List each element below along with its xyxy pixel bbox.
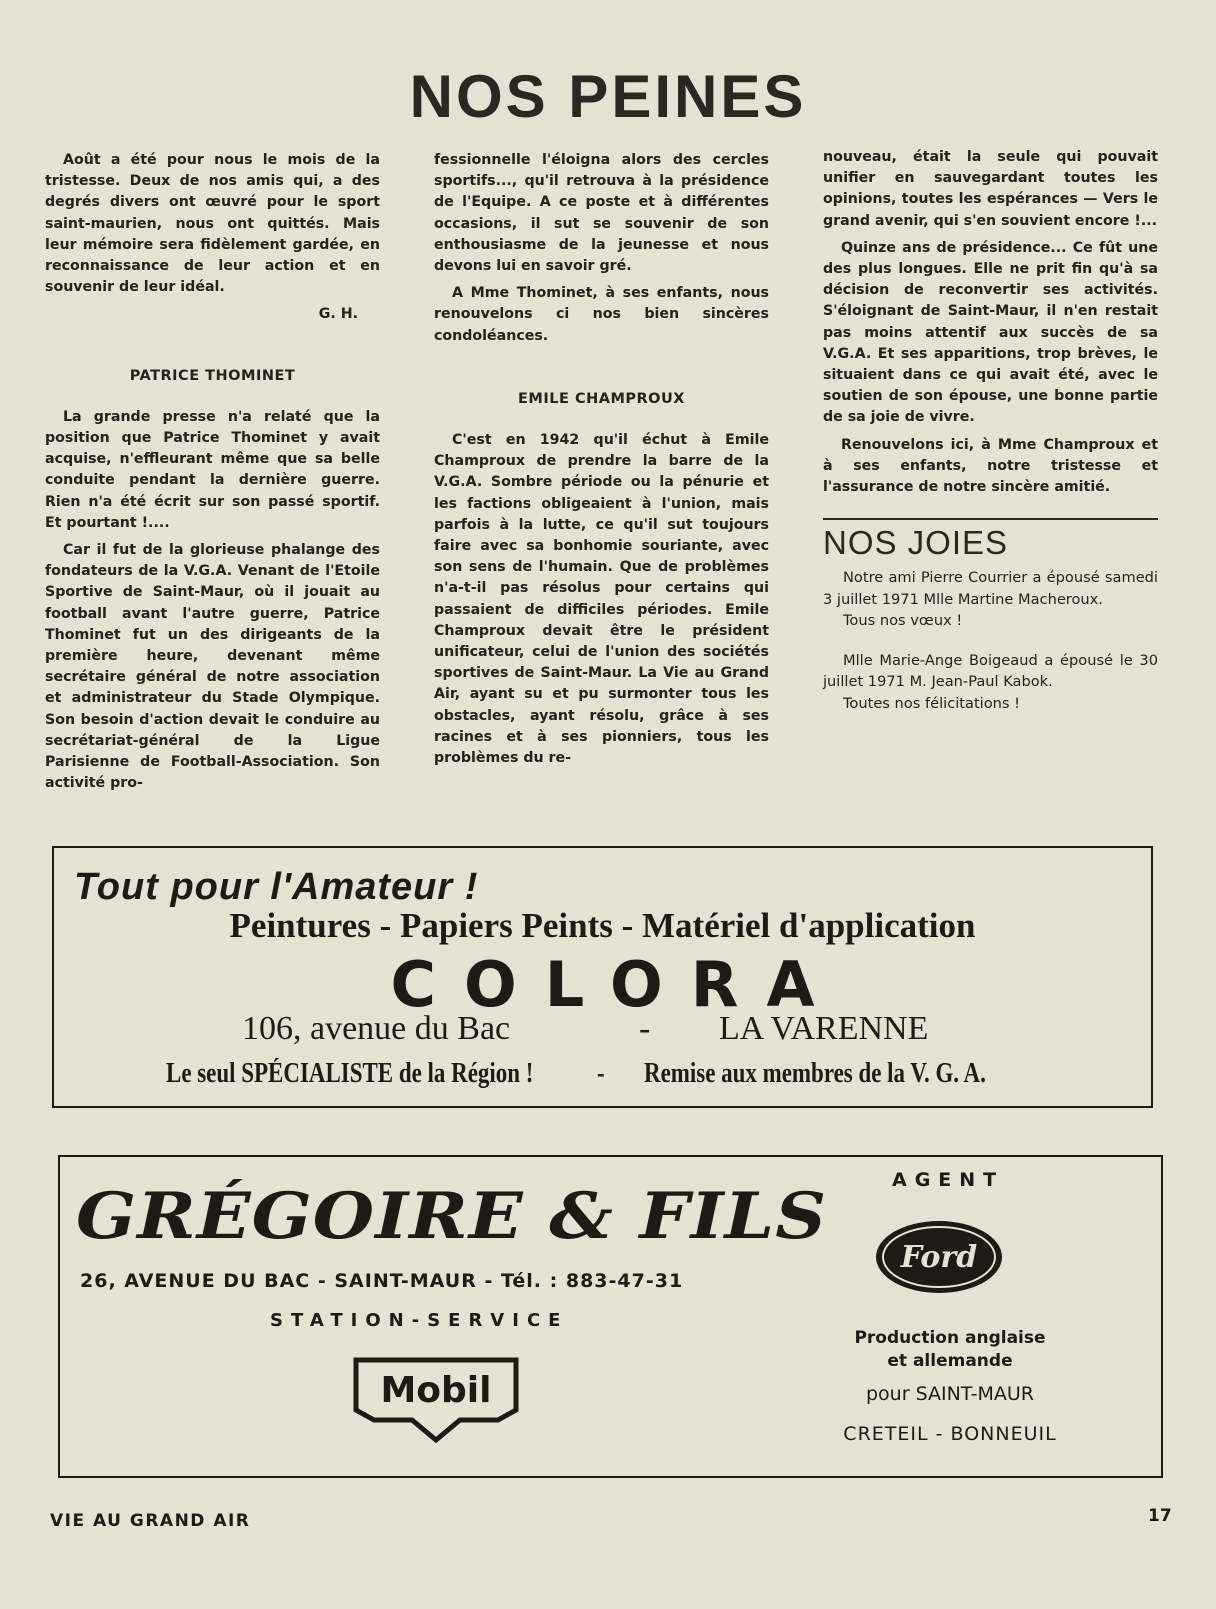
page-title: NOS PEINES [409,63,807,130]
thominet-condolences: A Mme Thominet, à ses enfants, nous renouvelons ci nos bien sincères condoléances. [434,285,769,344]
joie-courrier [823,567,1158,632]
column-3 [823,147,1158,732]
joies-title: NOS JOIES [823,524,1009,562]
thominet-paragraph-3: fessionnelle l'éloigna alors des cercles sportifs..., qu'il retrouva à la présidence de l'Equipe. A ce poste et à différentes occasions, il sut se souvenir de son enthousiasme de la jeunesse et nous devons lui en savoir gré. [434,152,769,275]
obituary-heading-champroux: EMILE CHAMPROUX [518,390,685,407]
ford-production-line-1: Production anglaise [854,1328,1046,1348]
signature: G. H. [318,306,358,323]
gregoire-station-service: STATION-SERVICE [270,1310,569,1331]
colora-slogan-separator: - [597,1058,605,1089]
colora-discount: Remise aux membres de la V. G. A. [644,1058,986,1089]
colora-products: Peintures - Papiers Peints - Matériel d'application [229,906,976,945]
joie-boigeaud-text: Mlle Marie-Ange Boigeaud a épousé le 30 juillet 1971 M. Jean-Paul Kabok. [823,651,1158,691]
joie-courrier-text: Notre ami Pierre Courrier a épousé samedi 3 juillet 1971 Mlle Martine Macheroux. [823,569,1158,608]
champroux-paragraph-1: C'est en 1942 qu'il échut à Emile Champroux de prendre la barre de la V.G.A. Sombre période ou la pénurie et les factions obligeaient à l'union, mais parfois à la lutte, ce qu'il sut toujours faire avec sa bonhomie souriante, avec son sens de l'humain. Que de problèmes n'a-t-il pas résolus pour certains qui passaient de difficiles périodes. Emile Champroux devait être le président unificateur, celui de l'union des sociétés sportives de Saint-Maur. La Vie au Grand Air, ayant su et pu surmonter tous les obstacles, ayant résolu, grâce à ses racines et à ses pionniers, tous les problèmes du re- [434,432,769,767]
joie-courrier-wishes: Tous nos vœux ! [843,612,963,630]
ford-production-line-2: et allemande [887,1351,1013,1371]
ford-towns: CRETEIL - BONNEUIL [843,1423,1057,1445]
colora-brand: COLORA [390,948,843,1021]
column-2 [434,150,769,775]
mobil-logo [350,1354,522,1444]
champroux-paragraph-3: Quinze ans de présidence... Ce fût une des plus longues. Elle ne prit fin qu'à sa décision de reconvertir ses activités. S'éloignant de Saint-Maur, il n'en restait pas moins attentif aux succès de sa V.G.A. Et ses apparitions, trop brèves, le situaient dans ce qui avait été, avec le soutien de son épouse, une bonne partie de sa joie de vivre. [823,239,1158,426]
colora-address-separator: - [639,1010,651,1047]
colora-slogan: Le seul SPÉCIALISTE de la Région ! [166,1058,534,1089]
section-divider [823,518,1158,520]
page-number: 17 [1148,1506,1172,1526]
colora-address: 106, avenue du Bac [242,1010,511,1047]
joie-boigeaud [823,650,1158,715]
gregoire-address: 26, AVENUE DU BAC - SAINT-MAUR - Tél. : 883-47-31 [80,1270,684,1292]
magazine-name: VIE AU GRAND AIR [50,1511,251,1531]
joie-boigeaud-wishes: Toutes nos félicitations ! [843,694,1020,712]
column-1 [45,150,380,800]
ford-logo [872,1217,1006,1297]
gregoire-advertisement [58,1155,1163,1478]
ford-service-area: pour SAINT-MAUR [865,1383,1035,1405]
ford-logo-text: Ford [900,1240,978,1275]
colora-city: LA VARENNE [719,1010,929,1047]
ford-production [840,1327,1060,1373]
champroux-condolences: Renouvelons ici, à Mme Champroux et à ses enfants, notre tristesse et l'assurance de notre sincère amitié. [823,436,1158,496]
gregoire-name: GRÉGOIRE & FILS [76,1179,828,1254]
intro-paragraph: Août a été pour nous le mois de la tristesse. Deux de nos amis qui, a des degrés divers ont œuvré pour le sport saint-maurien, nous ont quittés. Mais leur mémoire sera fidèlement gardée, en reconnaissance de leur action et en souvenir de leur idéal. [45,152,380,296]
colora-advertisement [52,846,1153,1108]
thominet-paragraph-2: Car il fut de la glorieuse phalange des fondateurs de la V.G.A. Venant de l'Etoile Sportive de Saint-Maur, où il jouait au football avant l'autre guerre, Patrice Thominet fut un des dirigeants de la première heure, devenant même secrétaire général de notre association et administrateur du Stade Olympique. Son besoin d'action devait le conduire au secrétariat-général de la Ligue Parisienne de Football-Association. Son activité pro- [45,542,380,792]
thominet-paragraph-1: La grande presse n'a relaté que la position que Patrice Thominet y avait acquise, n'effleurant même que sa belle conduite pendant la dernière guerre. Rien n'a été écrit sur son passé sportif. Et pourtant !.... [45,408,380,531]
colora-tagline: Tout pour l'Amateur ! [74,866,479,908]
obituary-heading-thominet: PATRICE THOMINET [129,367,296,384]
champroux-paragraph-2: nouveau, était la seule qui pouvait unifier en sauvegardant toutes les opinions, toutes les espérances — Vers le grand avenir, qui s'en souvient encore !... [823,149,1158,229]
mobil-logo-text: Mobil [380,1370,492,1411]
ford-agent-label: AGENT [892,1169,1005,1191]
